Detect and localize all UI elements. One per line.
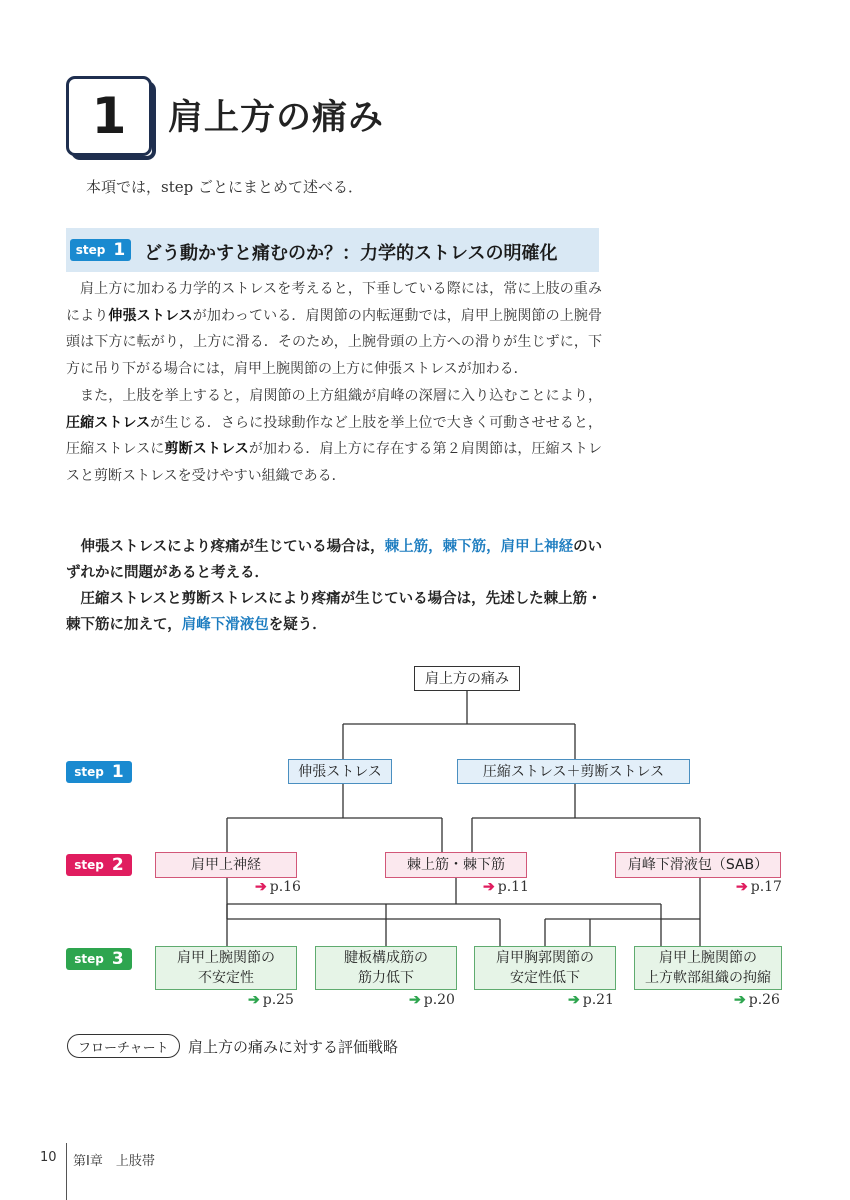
node-compression-shear-stress: 圧縮ストレス＋剪断ストレス <box>457 759 690 784</box>
text-run: また，上肢を挙上すると，肩関節の上方組織が肩峰の深層に入り込むことにより， <box>80 387 602 404</box>
arrow-right-icon: ➔ <box>568 992 580 1008</box>
text-run: 圧縮ストレスと剪断ストレスにより疼痛が生じている場合は，先述した棘上筋・棘下筋に加えて， <box>66 591 602 633</box>
bold-term: 伸張ストレス <box>108 307 193 324</box>
arrow-right-icon: ➔ <box>483 879 495 895</box>
ref-page: p.11 <box>497 879 529 895</box>
ref-page: p.17 <box>750 879 782 895</box>
node-line: 腱板構成筋の <box>344 950 428 966</box>
flowchart-step1-badge <box>66 761 132 783</box>
step-word: step <box>74 858 104 872</box>
highlight-term: 棘上筋，棘下筋，肩甲上神経 <box>384 539 574 555</box>
node-line: 肩甲胸郭関節の <box>496 950 594 966</box>
node-scapulothoracic-instability <box>474 946 616 990</box>
node-line: 不安定性 <box>198 970 254 986</box>
section-number: 1 <box>91 87 127 145</box>
page-number: 10 <box>40 1150 57 1165</box>
node-tensile-stress: 伸張ストレス <box>288 759 392 784</box>
node-rotator-cuff-weakness <box>315 946 457 990</box>
step-word: step <box>74 952 104 966</box>
page-title: 肩上方の痛み <box>168 98 385 138</box>
flowchart-root-node: 肩上方の痛み <box>414 666 520 691</box>
arrow-right-icon: ➔ <box>734 992 746 1008</box>
step-number: 3 <box>111 949 124 969</box>
flowchart-step2-badge <box>66 854 132 876</box>
highlight-term: 肩峰下滑液包 <box>181 617 269 633</box>
text-run: 伸張ストレスにより疼痛が生じている場合は， <box>80 539 385 555</box>
ref-page: p.25 <box>262 992 294 1008</box>
footer-divider <box>66 1143 67 1200</box>
arrow-right-icon: ➔ <box>409 992 421 1008</box>
ref-page: p.16 <box>269 879 301 895</box>
node-line: 肩甲上腕関節の <box>659 950 757 966</box>
running-chapter-title: 第Ⅰ章 上肢帯 <box>73 1154 155 1169</box>
bold-term: 圧縮ストレス <box>66 414 151 431</box>
step-heading-title: どう動かすと痛むのか？：力学的ストレスの明確化 <box>144 243 558 264</box>
ref-page: p.20 <box>423 992 455 1008</box>
node-line: 安定性低下 <box>510 970 580 986</box>
arrow-right-icon: ➔ <box>248 992 260 1008</box>
text-run: が加わる．肩上方に存在する第２肩関節は，圧縮ストレスと剪断ストレスを受けやすい組織である． <box>66 441 602 484</box>
ref-link[interactable] <box>736 879 782 895</box>
ref-link[interactable] <box>734 992 780 1008</box>
flowchart-step3-badge <box>66 948 132 970</box>
bold-term: 剪断ストレス <box>164 441 249 458</box>
step-number: 1 <box>111 762 124 782</box>
intro-text: 本項では，step ごとにまとめて述べる． <box>86 178 363 196</box>
step-number: 2 <box>111 855 124 875</box>
text-run: を疑う． <box>268 617 327 633</box>
ref-page: p.21 <box>582 992 614 1008</box>
arrow-right-icon: ➔ <box>255 879 267 895</box>
ref-link[interactable] <box>568 992 614 1008</box>
node-line: 肩甲上腕関節の <box>177 950 275 966</box>
node-gh-instability <box>155 946 297 990</box>
node-subacromial-bursa: 肩峰下滑液包（SAB） <box>615 852 781 878</box>
text-run: が加わっている．肩関節の内転運動では，肩甲上腕関節の上腕骨頭は下方に転がり，上方に滑る．そのため，上腕骨頭の上方への滑りが生じずに，下方に吊り下がる場合には，肩甲上腕関節の上方に伸張ストレスが加わる． <box>66 307 603 378</box>
node-line: 筋力低下 <box>358 970 414 986</box>
step-word: step <box>75 243 106 257</box>
text-run: 肩上方に加わる力学的ストレスを考えると，下垂している際には，常に上肢の重みにより <box>66 281 602 324</box>
step-word: step <box>74 765 104 779</box>
text-run: のいずれかに問題があると考える． <box>66 539 603 581</box>
ref-link[interactable] <box>248 992 294 1008</box>
node-superior-soft-tissue-contracture <box>634 946 782 990</box>
arrow-right-icon: ➔ <box>736 879 748 895</box>
text-run: が生じる．さらに投球動作など上肢を挙上位で大きく可動させせると，圧縮ストレスに <box>66 414 602 458</box>
node-line: 上方軟部組織の拘縮 <box>645 970 771 986</box>
ref-page: p.26 <box>748 992 780 1008</box>
caption-label-pill: フローチャート <box>67 1034 180 1058</box>
caption-text: 肩上方の痛みに対する評価戦略 <box>188 1038 399 1056</box>
ref-link[interactable] <box>483 879 529 895</box>
node-supra-infraspinatus: 棘上筋・棘下筋 <box>385 852 527 878</box>
node-suprascapular-nerve: 肩甲上神経 <box>155 852 297 878</box>
ref-link[interactable] <box>409 992 455 1008</box>
ref-link[interactable] <box>255 879 301 895</box>
step-number: 1 <box>113 240 126 260</box>
